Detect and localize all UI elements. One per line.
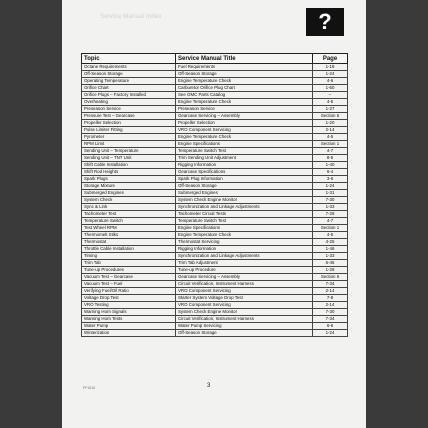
help-question-icon[interactable]: ?: [306, 8, 344, 36]
page-cell: 6-4: [313, 169, 348, 176]
footer-code: PF1816: [83, 386, 96, 390]
topic-cell: VRO Testing: [82, 302, 176, 309]
page-cell: 1-40: [313, 162, 348, 169]
table-row: [82, 288, 348, 295]
table-row: [82, 281, 348, 288]
topic-cell: Pulse Limiter Fitting: [82, 127, 176, 134]
topic-cell: Orifice Chart: [82, 85, 176, 92]
table-row: [82, 127, 348, 134]
table-row: [82, 162, 348, 169]
table-row: [82, 155, 348, 162]
table-row: [82, 148, 348, 155]
page-cell: Section 6: [313, 274, 348, 281]
page-cell: 3-6: [313, 176, 348, 183]
page-cell: –: [313, 92, 348, 99]
page-cell: 4-5: [313, 134, 348, 141]
topic-cell: Orifice Plugs – Factory Installed: [82, 92, 176, 99]
table-row: [82, 274, 348, 281]
page-cell: 7-30: [313, 309, 348, 316]
title-cell: Engine Temperature Check: [176, 78, 313, 85]
table-row: [82, 316, 348, 323]
topic-cell: Verifying Fuel/Oil Ratio: [82, 288, 176, 295]
title-cell: Temperature Switch Test: [176, 218, 313, 225]
title-cell: Rigging Information: [176, 246, 313, 253]
title-cell: Submerged Engines: [176, 190, 313, 197]
page-cell: 1-24: [313, 183, 348, 190]
title-cell: See OMC Parts Catalog: [176, 92, 313, 99]
table-row: [82, 92, 348, 99]
title-cell: Gearcase Servicing – Assembly: [176, 113, 313, 120]
table-row: [82, 78, 348, 85]
topic-cell: Tune-up Procedures: [82, 267, 176, 274]
title-cell: Spark Plug Information: [176, 176, 313, 183]
table-row: [82, 71, 348, 78]
table-row: [82, 330, 348, 337]
title-cell: Thermostat Servicing: [176, 239, 313, 246]
page-cell: 1-24: [313, 71, 348, 78]
topic-cell: Spark Plugs: [82, 176, 176, 183]
page-cell: 1-46: [313, 246, 348, 253]
topic-cell: Octane Requirements: [82, 64, 176, 71]
topic-cell: Voltage Drop Test: [82, 295, 176, 302]
table-row: [82, 176, 348, 183]
topic-cell: Thermomelt Stiks: [82, 232, 176, 239]
table-row: [82, 239, 348, 246]
topic-cell: Test Wheel RPM: [82, 225, 176, 232]
topic-cell: Submerged Engines: [82, 190, 176, 197]
page-cell: Section 6: [313, 113, 348, 120]
topic-cell: System Check: [82, 197, 176, 204]
page-cell: 4-5: [313, 232, 348, 239]
page-cell: 4-6: [313, 78, 348, 85]
page-cell: Section 1: [313, 225, 348, 232]
table-row: [82, 246, 348, 253]
table-row: [82, 99, 348, 106]
page-cell: 4-5: [313, 99, 348, 106]
topic-cell: Warning Horn Signals: [82, 309, 176, 316]
topic-cell: Timing: [82, 253, 176, 260]
title-cell: Synchronization and Linkage Adjustments: [176, 204, 313, 211]
table-row: [82, 260, 348, 267]
table-row: [82, 302, 348, 309]
title-cell: Off-Season Storage: [176, 330, 313, 337]
title-cell: Circuit Verification, Instrument Harness: [176, 316, 313, 323]
topic-cell: Overheating: [82, 99, 176, 106]
topic-cell: Sending Unit – TNT Unit: [82, 155, 176, 162]
title-cell: Off-Season Storage: [176, 183, 313, 190]
topic-cell: Shift Rod Heights: [82, 169, 176, 176]
page-cell: 1-31: [313, 190, 348, 197]
title-cell: Engine Specifications: [176, 141, 313, 148]
page-cell: 2-14: [313, 127, 348, 134]
table-row: [82, 295, 348, 302]
title-cell: Carburetor Orifice Plug Chart: [176, 85, 313, 92]
title-cell: Temperature Switch Test: [176, 148, 313, 155]
topic-cell: Propeller Selection: [82, 120, 176, 127]
topic-cell: Pyrometer: [82, 134, 176, 141]
page-cell: 1-27: [313, 106, 348, 113]
title-cell: Trim Sending Unit Adjustment: [176, 155, 313, 162]
title-cell: Gearcase Specifications: [176, 169, 313, 176]
topic-cell: Thermostat: [82, 239, 176, 246]
topic-cell: Vacuum Test – Gearcase: [82, 274, 176, 281]
table-row: [82, 120, 348, 127]
table-header-row: [82, 54, 348, 64]
topic-cell: Off-Season Storage: [82, 71, 176, 78]
page-cell: 4-7: [313, 148, 348, 155]
page-cell: 1-33: [313, 204, 348, 211]
title-cell: Preseason Service: [176, 106, 313, 113]
topic-cell: Throttle Cable Installation: [82, 246, 176, 253]
title-cell: Engine Specifications: [176, 225, 313, 232]
title-cell: System Check Engine Monitor: [176, 197, 313, 204]
table-row: [82, 204, 348, 211]
title-cell: Fuel Requirements: [176, 64, 313, 71]
page-cell: 1-24: [313, 330, 348, 337]
page-cell: 2-14: [313, 288, 348, 295]
title-cell: VRO Component Servicing: [176, 127, 313, 134]
title-cell: Water Pump Servicing: [176, 323, 313, 330]
page-cell: 7-34: [313, 316, 348, 323]
page-cell: 7-34: [313, 281, 348, 288]
title-cell: VRO Component Servicing: [176, 288, 313, 295]
topic-cell: Vacuum Test – Fuel: [82, 281, 176, 288]
table-row: [82, 85, 348, 92]
table-row: [82, 323, 348, 330]
title-cell: Trim Tab Adjustment: [176, 260, 313, 267]
table-row: [82, 218, 348, 225]
topic-cell: Trim Tab: [82, 260, 176, 267]
page-cell: 8-5: [313, 155, 348, 162]
column-header-topic: Topic: [82, 54, 176, 64]
topic-cell: Pressure Test – Gearcase: [82, 113, 176, 120]
page-cell: 1-28: [313, 267, 348, 274]
title-cell: Gearcase Servicing – Assembly: [176, 274, 313, 281]
topic-cell: Operating Temperature: [82, 78, 176, 85]
topic-cell: Preseason Service: [82, 106, 176, 113]
page-cell: 7-30: [313, 197, 348, 204]
topic-cell: Tachometer Test: [82, 211, 176, 218]
page-cell: 1-33: [313, 253, 348, 260]
title-cell: Engine Temperature Check: [176, 232, 313, 239]
title-cell: Propeller Selection: [176, 120, 313, 127]
page-number: 3: [207, 383, 211, 389]
page-cell: 4-7: [313, 218, 348, 225]
topic-cell: Shift Cable Installation: [82, 162, 176, 169]
table-row: [82, 64, 348, 71]
title-cell: Engine Temperature Check: [176, 99, 313, 106]
table-body: [82, 64, 348, 337]
page-cell: 7-8: [313, 295, 348, 302]
faded-header-text: Service Manual Index: [100, 14, 162, 20]
page-cell: 1-20: [313, 120, 348, 127]
column-header-title: Service Manual Title: [176, 54, 313, 64]
table-row: [82, 134, 348, 141]
page-cell: 2-14: [313, 302, 348, 309]
topic-cell: Sending Unit – Temperature: [82, 148, 176, 155]
topic-cell: Sync & Link: [82, 204, 176, 211]
title-cell: VRO Component Servicing: [176, 302, 313, 309]
table-row: [82, 309, 348, 316]
table-row: [82, 232, 348, 239]
table-row: [82, 267, 348, 274]
title-cell: System Check Engine Monitor: [176, 309, 313, 316]
table-row: [82, 211, 348, 218]
topic-cell: Storage Mixture: [82, 183, 176, 190]
table-row: [82, 225, 348, 232]
table-row: [82, 141, 348, 148]
title-cell: Circuit Verification, Instrument Harness: [176, 281, 313, 288]
page-cell: 4-25: [313, 239, 348, 246]
page-cell: 7-28: [313, 211, 348, 218]
page-cell: 1-60: [313, 85, 348, 92]
title-cell: Starter System Voltage Drop Test: [176, 295, 313, 302]
title-cell: Engine Temperature Check: [176, 134, 313, 141]
title-cell: Tachometer Circuit Tests: [176, 211, 313, 218]
title-cell: Tune-up Procedure: [176, 267, 313, 274]
topic-cell: Temperature Switch: [82, 218, 176, 225]
table-row: [82, 169, 348, 176]
page-cell: 6-46: [313, 260, 348, 267]
title-cell: Rigging Information: [176, 162, 313, 169]
title-cell: Synchronization and Linkage Adjustments: [176, 253, 313, 260]
topic-cell: Winterization: [82, 330, 176, 337]
table-row: [82, 197, 348, 204]
page-cell: 1-18: [313, 64, 348, 71]
topic-cell: RPM Limit: [82, 141, 176, 148]
topic-cell: Warning Horn Tests: [82, 316, 176, 323]
title-cell: Off-Season Storage: [176, 71, 313, 78]
topic-cell: Water Pump: [82, 323, 176, 330]
page-cell: 6-6: [313, 323, 348, 330]
column-header-page: Page: [313, 54, 348, 64]
page-cell: Section 1: [313, 141, 348, 148]
table-row: [82, 190, 348, 197]
table-row: [82, 106, 348, 113]
table-row: [82, 113, 348, 120]
table-row: [82, 183, 348, 190]
index-table: [81, 53, 348, 337]
table-row: [82, 253, 348, 260]
